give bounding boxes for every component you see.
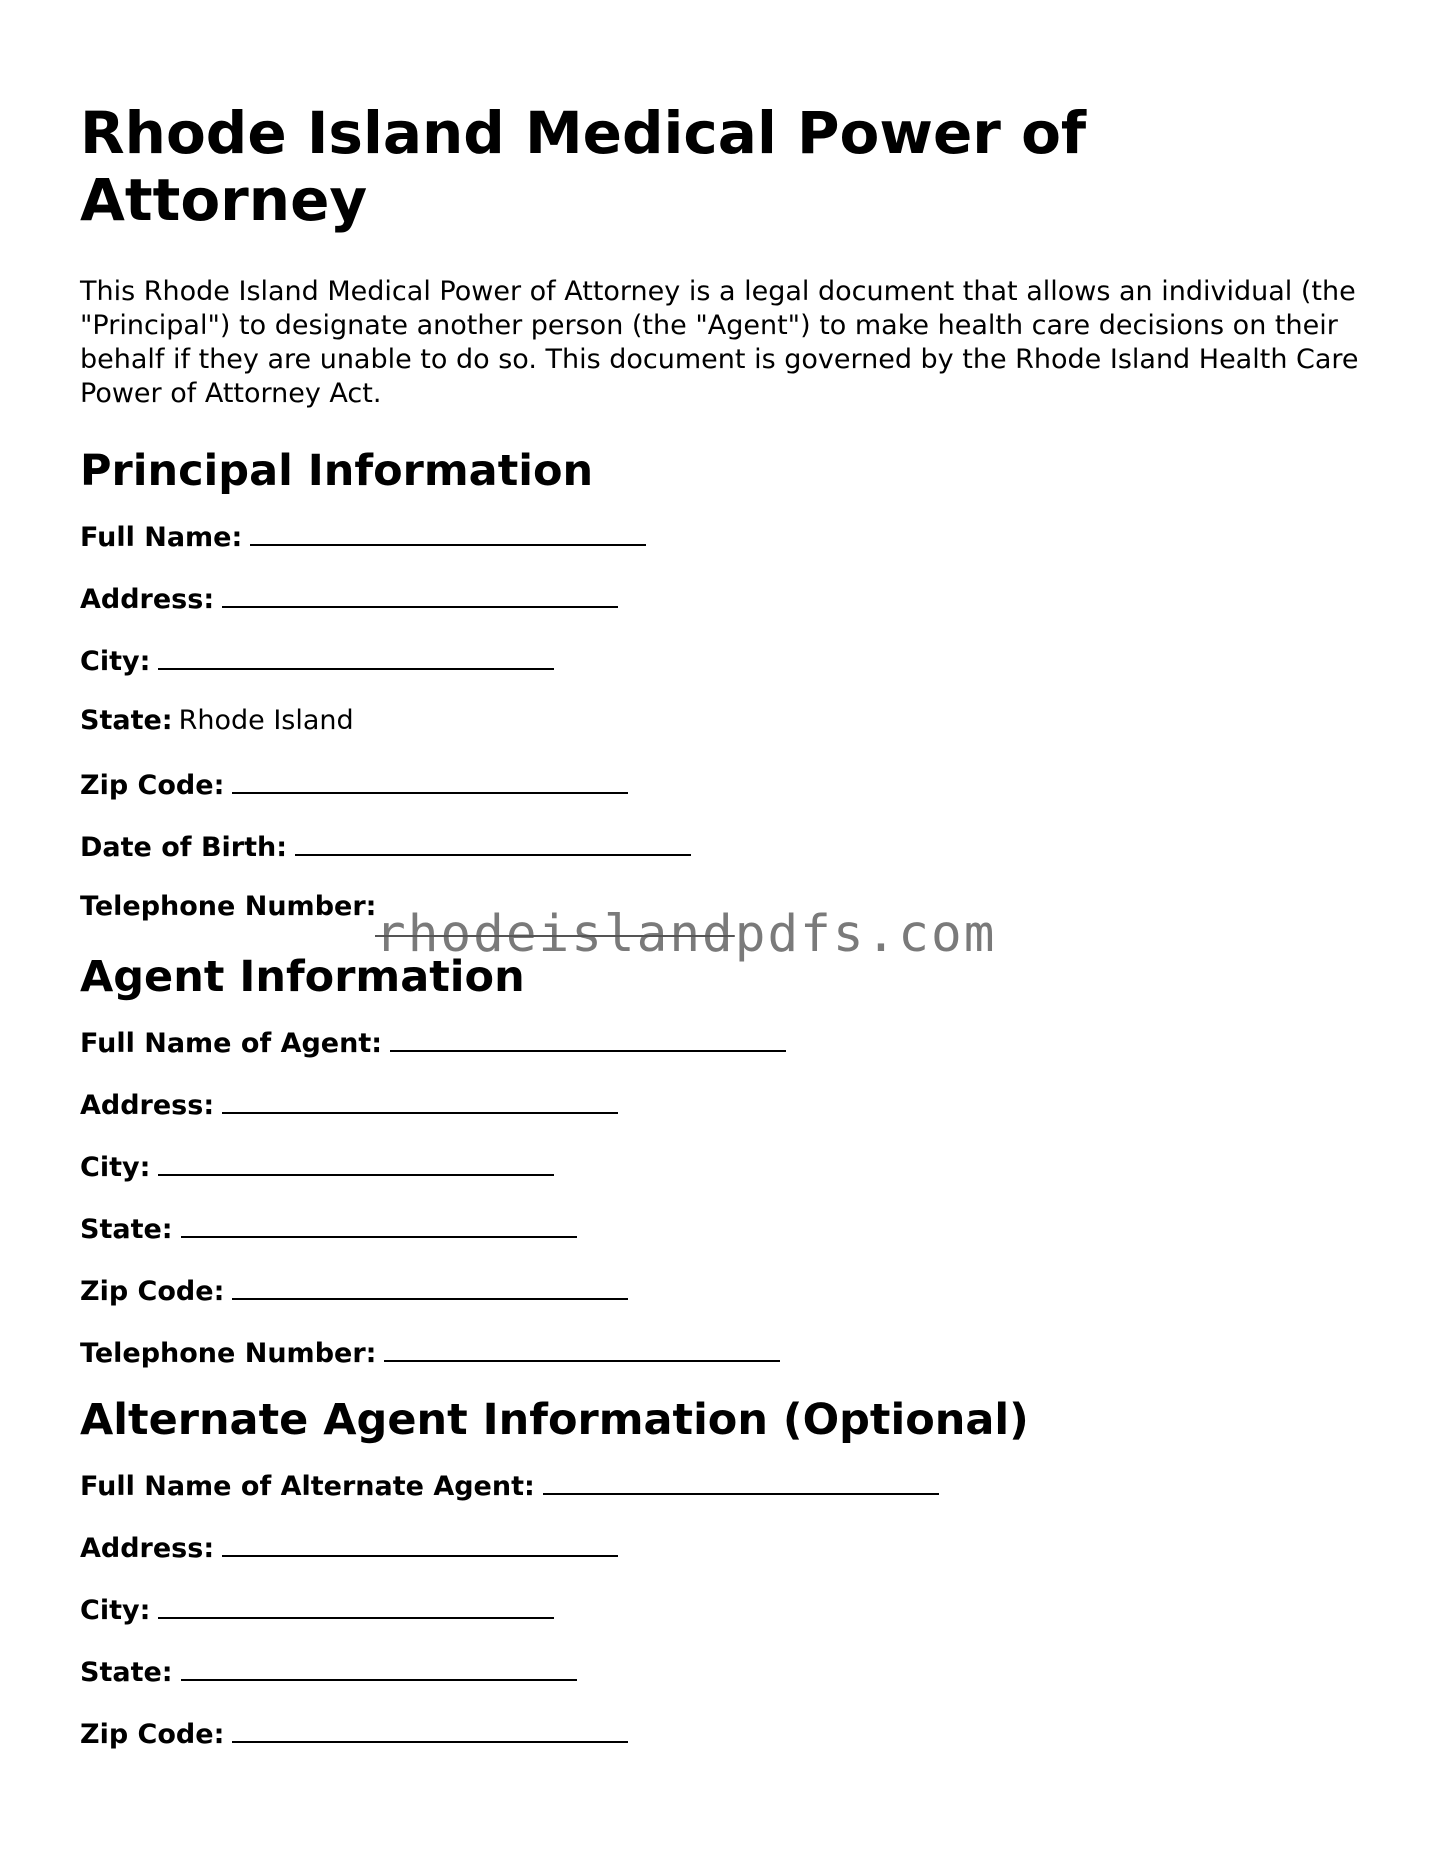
field-label: State: [80, 705, 173, 736]
alternate-address-field [80, 1529, 1360, 1563]
agent-full-name-blank[interactable] [390, 1024, 786, 1052]
field-label: City: [80, 1595, 151, 1626]
field-label: Address: [80, 584, 215, 615]
field-label: Telephone Number: [80, 1338, 377, 1369]
principal-phone-field [80, 890, 1360, 924]
agent-zip-blank[interactable] [232, 1272, 628, 1300]
field-label: City: [80, 646, 151, 677]
principal-zip-blank[interactable] [232, 766, 628, 794]
intro-paragraph: This Rhode Island Medical Power of Attorney is a legal document that allows an individual (the "Principal") to designate another person (the "Agent") to make health care decisions on their behalf if they are unable to do so. This document is governed by the Rhode Island Health Care Power of Attorney Act. [80, 276, 1359, 409]
field-label: Address: [80, 1090, 215, 1121]
alternate-agent-fields [80, 1467, 1360, 1749]
principal-address-blank[interactable] [222, 580, 618, 608]
agent-fields [80, 1024, 1360, 1368]
agent-address-blank[interactable] [222, 1086, 618, 1114]
field-label: Date of Birth: [80, 832, 288, 863]
field-label: Zip Code: [80, 1719, 225, 1750]
principal-full-name-blank[interactable] [250, 518, 646, 546]
agent-zip-field [80, 1272, 1360, 1306]
document-page [80, 100, 1360, 1749]
watermark-rest-text: pdfs.com [734, 905, 997, 964]
alternate-state-field [80, 1653, 1360, 1687]
field-label: Full Name of Agent: [80, 1028, 383, 1059]
field-label: State: [80, 1214, 173, 1245]
principal-state-field [80, 704, 1360, 738]
field-label: Full Name of Alternate Agent: [80, 1471, 535, 1502]
agent-heading: Agent Information [80, 952, 525, 1002]
alternate-full-name-field [80, 1467, 1360, 1501]
field-label: State: [80, 1657, 173, 1688]
principal-dob-field [80, 828, 1360, 862]
agent-state-blank[interactable] [181, 1210, 577, 1238]
alternate-zip-blank[interactable] [232, 1715, 628, 1743]
principal-fields [80, 518, 1360, 924]
agent-phone-field [80, 1334, 1360, 1368]
principal-full-name-field [80, 518, 1360, 552]
principal-dob-blank[interactable] [295, 828, 691, 856]
document-title: Rhode Island Medical Power of Attorney [80, 99, 1087, 234]
principal-address-field [80, 580, 1360, 614]
agent-address-field [80, 1086, 1360, 1120]
principal-heading: Principal Information [80, 446, 594, 496]
field-label: City: [80, 1152, 151, 1183]
agent-city-field [80, 1148, 1360, 1182]
alternate-city-blank[interactable] [158, 1591, 554, 1619]
agent-city-blank[interactable] [158, 1148, 554, 1176]
principal-zip-field [80, 766, 1360, 800]
principal-city-field [80, 642, 1360, 676]
agent-phone-blank[interactable] [384, 1334, 780, 1362]
alternate-state-blank[interactable] [181, 1653, 577, 1681]
agent-state-field [80, 1210, 1360, 1244]
field-label: Zip Code: [80, 1276, 225, 1307]
field-label: Zip Code: [80, 770, 225, 801]
field-label: Full Name: [80, 522, 243, 553]
field-label: Address: [80, 1533, 215, 1564]
agent-full-name-field [80, 1024, 1360, 1058]
principal-state-value: Rhode Island [178, 705, 354, 736]
alternate-address-blank[interactable] [222, 1529, 618, 1557]
alternate-agent-heading: Alternate Agent Information (Optional) [80, 1395, 1029, 1445]
alternate-city-field [80, 1591, 1360, 1625]
principal-city-blank[interactable] [158, 642, 554, 670]
alternate-zip-field [80, 1715, 1360, 1749]
field-label: Telephone Number: [80, 891, 377, 922]
alternate-full-name-blank[interactable] [543, 1467, 939, 1495]
watermark-strike-text: rhodeisland [375, 905, 735, 964]
